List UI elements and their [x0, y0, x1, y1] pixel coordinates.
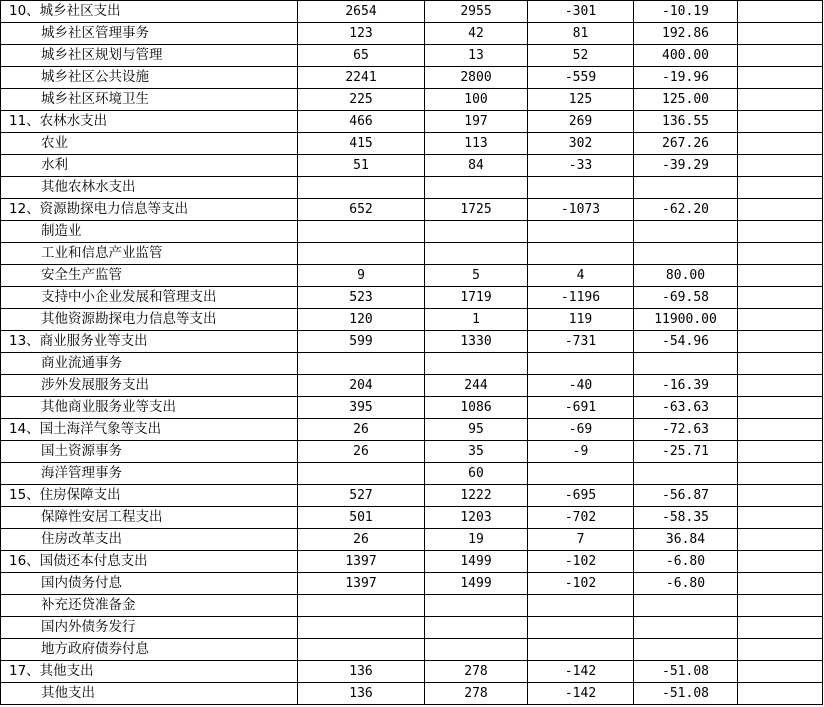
empty-cell — [738, 529, 823, 551]
category-row — [1, 485, 823, 507]
value-previous-cell: 5 — [425, 265, 528, 287]
difference-cell: -33 — [528, 155, 634, 177]
percent-change-cell — [634, 595, 738, 617]
item-name-cell: 城乡社区管理事务 — [1, 23, 298, 45]
empty-cell — [738, 551, 823, 573]
item-name-cell: 商业流通事务 — [1, 353, 298, 375]
item-name-cell: 13、商业服务业等支出 — [1, 331, 298, 353]
difference-cell: -40 — [528, 375, 634, 397]
difference-cell: 119 — [528, 309, 634, 331]
item-name-cell: 保障性安居工程支出 — [1, 507, 298, 529]
percent-change-cell: -10.19 — [634, 1, 738, 23]
category-row — [1, 199, 823, 221]
value-previous-cell — [425, 595, 528, 617]
value-previous-cell — [425, 353, 528, 375]
value-current-cell: 26 — [298, 529, 425, 551]
percent-change-cell: -69.58 — [634, 287, 738, 309]
difference-cell: -9 — [528, 441, 634, 463]
difference-cell: -301 — [528, 1, 634, 23]
category-row — [1, 551, 823, 573]
percent-change-cell: -6.80 — [634, 573, 738, 595]
subcategory-row — [1, 463, 823, 485]
percent-change-cell: -19.96 — [634, 67, 738, 89]
percent-change-cell: -25.71 — [634, 441, 738, 463]
item-name-cell: 12、资源勘探电力信息等支出 — [1, 199, 298, 221]
percent-change-cell — [634, 221, 738, 243]
value-current-cell: 26 — [298, 441, 425, 463]
subcategory-row — [1, 67, 823, 89]
value-current-cell: 523 — [298, 287, 425, 309]
item-name-cell: 城乡社区公共设施 — [1, 67, 298, 89]
empty-cell — [738, 45, 823, 67]
percent-change-cell — [634, 353, 738, 375]
value-current-cell — [298, 595, 425, 617]
difference-cell: -1073 — [528, 199, 634, 221]
subcategory-row — [1, 353, 823, 375]
subcategory-row — [1, 265, 823, 287]
value-previous-cell: 1499 — [425, 551, 528, 573]
subcategory-row — [1, 243, 823, 265]
empty-cell — [738, 309, 823, 331]
value-previous-cell: 278 — [425, 683, 528, 705]
value-current-cell: 2654 — [298, 1, 425, 23]
empty-cell — [738, 331, 823, 353]
value-previous-cell: 1086 — [425, 397, 528, 419]
percent-change-cell: 192.86 — [634, 23, 738, 45]
value-previous-cell: 84 — [425, 155, 528, 177]
value-current-cell: 123 — [298, 23, 425, 45]
percent-change-cell: 400.00 — [634, 45, 738, 67]
value-previous-cell: 60 — [425, 463, 528, 485]
value-previous-cell — [425, 639, 528, 661]
empty-cell — [738, 573, 823, 595]
subcategory-row — [1, 617, 823, 639]
value-current-cell: 51 — [298, 155, 425, 177]
item-name-cell: 10、城乡社区支出 — [1, 1, 298, 23]
empty-cell — [738, 221, 823, 243]
empty-cell — [738, 639, 823, 661]
subcategory-row — [1, 287, 823, 309]
difference-cell: 269 — [528, 111, 634, 133]
percent-change-cell: -39.29 — [634, 155, 738, 177]
value-current-cell: 136 — [298, 661, 425, 683]
subcategory-row — [1, 221, 823, 243]
value-current-cell: 65 — [298, 45, 425, 67]
empty-cell — [738, 463, 823, 485]
value-current-cell — [298, 617, 425, 639]
subcategory-row — [1, 177, 823, 199]
value-current-cell — [298, 463, 425, 485]
item-name-cell: 海洋管理事务 — [1, 463, 298, 485]
value-previous-cell: 2800 — [425, 67, 528, 89]
item-name-cell: 支持中小企业发展和管理支出 — [1, 287, 298, 309]
subcategory-row — [1, 89, 823, 111]
value-previous-cell: 278 — [425, 661, 528, 683]
value-previous-cell: 197 — [425, 111, 528, 133]
difference-cell: 4 — [528, 265, 634, 287]
percent-change-cell — [634, 243, 738, 265]
empty-cell — [738, 617, 823, 639]
subcategory-row — [1, 155, 823, 177]
value-previous-cell: 1 — [425, 309, 528, 331]
difference-cell: -691 — [528, 397, 634, 419]
percent-change-cell — [634, 177, 738, 199]
subcategory-row — [1, 309, 823, 331]
value-previous-cell: 1330 — [425, 331, 528, 353]
difference-cell — [528, 639, 634, 661]
percent-change-cell: -56.87 — [634, 485, 738, 507]
value-current-cell: 1397 — [298, 573, 425, 595]
item-name-cell: 国内外债务发行 — [1, 617, 298, 639]
item-name-cell: 补充还贷准备金 — [1, 595, 298, 617]
percent-change-cell: -54.96 — [634, 331, 738, 353]
subcategory-row — [1, 23, 823, 45]
value-current-cell: 120 — [298, 309, 425, 331]
value-previous-cell: 1499 — [425, 573, 528, 595]
percent-change-cell: -51.08 — [634, 683, 738, 705]
value-previous-cell — [425, 617, 528, 639]
subcategory-row — [1, 133, 823, 155]
table-body — [1, 1, 823, 705]
difference-cell: -695 — [528, 485, 634, 507]
item-name-cell: 农业 — [1, 133, 298, 155]
subcategory-row — [1, 507, 823, 529]
empty-cell — [738, 23, 823, 45]
value-previous-cell: 244 — [425, 375, 528, 397]
category-row — [1, 331, 823, 353]
empty-cell — [738, 243, 823, 265]
empty-cell — [738, 397, 823, 419]
empty-cell — [738, 89, 823, 111]
item-name-cell: 城乡社区环境卫生 — [1, 89, 298, 111]
percent-change-cell: 136.55 — [634, 111, 738, 133]
difference-cell — [528, 243, 634, 265]
percent-change-cell: -72.63 — [634, 419, 738, 441]
item-name-cell: 其他资源勘探电力信息等支出 — [1, 309, 298, 331]
empty-cell — [738, 507, 823, 529]
percent-change-cell — [634, 639, 738, 661]
value-current-cell: 415 — [298, 133, 425, 155]
percent-change-cell — [634, 617, 738, 639]
difference-cell: -102 — [528, 573, 634, 595]
item-name-cell: 15、住房保障支出 — [1, 485, 298, 507]
empty-cell — [738, 595, 823, 617]
value-current-cell: 1397 — [298, 551, 425, 573]
empty-cell — [738, 441, 823, 463]
value-current-cell: 599 — [298, 331, 425, 353]
difference-cell: -69 — [528, 419, 634, 441]
percent-change-cell: 80.00 — [634, 265, 738, 287]
item-name-cell: 11、农林水支出 — [1, 111, 298, 133]
empty-cell — [738, 485, 823, 507]
item-name-cell: 国内债务付息 — [1, 573, 298, 595]
value-current-cell: 527 — [298, 485, 425, 507]
empty-cell — [738, 375, 823, 397]
value-current-cell — [298, 353, 425, 375]
value-current-cell: 501 — [298, 507, 425, 529]
subcategory-row — [1, 639, 823, 661]
value-current-cell: 9 — [298, 265, 425, 287]
item-name-cell: 14、国土海洋气象等支出 — [1, 419, 298, 441]
item-name-cell: 地方政府债券付息 — [1, 639, 298, 661]
value-previous-cell: 100 — [425, 89, 528, 111]
difference-cell: 7 — [528, 529, 634, 551]
empty-cell — [738, 67, 823, 89]
value-previous-cell: 42 — [425, 23, 528, 45]
value-current-cell — [298, 177, 425, 199]
percent-change-cell: 125.00 — [634, 89, 738, 111]
difference-cell — [528, 353, 634, 375]
value-previous-cell: 1719 — [425, 287, 528, 309]
subcategory-row — [1, 45, 823, 67]
item-name-cell: 工业和信息产业监管 — [1, 243, 298, 265]
value-previous-cell — [425, 243, 528, 265]
empty-cell — [738, 1, 823, 23]
percent-change-cell: 267.26 — [634, 133, 738, 155]
value-current-cell: 466 — [298, 111, 425, 133]
empty-cell — [738, 133, 823, 155]
value-previous-cell: 1222 — [425, 485, 528, 507]
item-name-cell: 水利 — [1, 155, 298, 177]
item-name-cell: 17、其他支出 — [1, 661, 298, 683]
item-name-cell: 制造业 — [1, 221, 298, 243]
value-current-cell: 204 — [298, 375, 425, 397]
value-previous-cell: 1203 — [425, 507, 528, 529]
difference-cell: -142 — [528, 683, 634, 705]
value-current-cell: 26 — [298, 419, 425, 441]
subcategory-row — [1, 375, 823, 397]
value-previous-cell: 35 — [425, 441, 528, 463]
difference-cell — [528, 221, 634, 243]
value-previous-cell: 19 — [425, 529, 528, 551]
difference-cell: -142 — [528, 661, 634, 683]
value-previous-cell — [425, 177, 528, 199]
value-current-cell: 136 — [298, 683, 425, 705]
value-current-cell — [298, 243, 425, 265]
percent-change-cell: -58.35 — [634, 507, 738, 529]
empty-cell — [738, 287, 823, 309]
empty-cell — [738, 199, 823, 221]
percent-change-cell: -63.63 — [634, 397, 738, 419]
item-name-cell: 涉外发展服务支出 — [1, 375, 298, 397]
subcategory-row — [1, 573, 823, 595]
empty-cell — [738, 419, 823, 441]
item-name-cell: 16、国债还本付息支出 — [1, 551, 298, 573]
category-row — [1, 111, 823, 133]
value-current-cell — [298, 639, 425, 661]
percent-change-cell: -16.39 — [634, 375, 738, 397]
item-name-cell: 其他农林水支出 — [1, 177, 298, 199]
value-current-cell: 395 — [298, 397, 425, 419]
empty-cell — [738, 661, 823, 683]
value-current-cell: 225 — [298, 89, 425, 111]
item-name-cell: 国土资源事务 — [1, 441, 298, 463]
percent-change-cell: -62.20 — [634, 199, 738, 221]
difference-cell: -731 — [528, 331, 634, 353]
difference-cell: 302 — [528, 133, 634, 155]
category-row — [1, 419, 823, 441]
difference-cell — [528, 617, 634, 639]
item-name-cell: 住房改革支出 — [1, 529, 298, 551]
value-previous-cell: 13 — [425, 45, 528, 67]
category-row — [1, 661, 823, 683]
subcategory-row — [1, 683, 823, 705]
difference-cell: -1196 — [528, 287, 634, 309]
item-name-cell: 其他商业服务业等支出 — [1, 397, 298, 419]
difference-cell: 125 — [528, 89, 634, 111]
percent-change-cell: -6.80 — [634, 551, 738, 573]
item-name-cell: 其他支出 — [1, 683, 298, 705]
value-previous-cell: 95 — [425, 419, 528, 441]
difference-cell: -559 — [528, 67, 634, 89]
percent-change-cell — [634, 463, 738, 485]
value-previous-cell: 113 — [425, 133, 528, 155]
value-previous-cell — [425, 221, 528, 243]
percent-change-cell: 36.84 — [634, 529, 738, 551]
empty-cell — [738, 265, 823, 287]
item-name-cell: 城乡社区规划与管理 — [1, 45, 298, 67]
value-previous-cell: 1725 — [425, 199, 528, 221]
value-current-cell — [298, 221, 425, 243]
empty-cell — [738, 155, 823, 177]
subcategory-row — [1, 595, 823, 617]
empty-cell — [738, 111, 823, 133]
percent-change-cell: -51.08 — [634, 661, 738, 683]
empty-cell — [738, 353, 823, 375]
difference-cell: -702 — [528, 507, 634, 529]
difference-cell — [528, 463, 634, 485]
difference-cell — [528, 595, 634, 617]
percent-change-cell: 11900.00 — [634, 309, 738, 331]
category-row — [1, 1, 823, 23]
difference-cell: 81 — [528, 23, 634, 45]
subcategory-row — [1, 441, 823, 463]
value-current-cell: 652 — [298, 199, 425, 221]
empty-cell — [738, 683, 823, 705]
difference-cell — [528, 177, 634, 199]
subcategory-row — [1, 529, 823, 551]
difference-cell: -102 — [528, 551, 634, 573]
item-name-cell: 安全生产监管 — [1, 265, 298, 287]
value-previous-cell: 2955 — [425, 1, 528, 23]
subcategory-row — [1, 397, 823, 419]
value-current-cell: 2241 — [298, 67, 425, 89]
empty-cell — [738, 177, 823, 199]
difference-cell: 52 — [528, 45, 634, 67]
